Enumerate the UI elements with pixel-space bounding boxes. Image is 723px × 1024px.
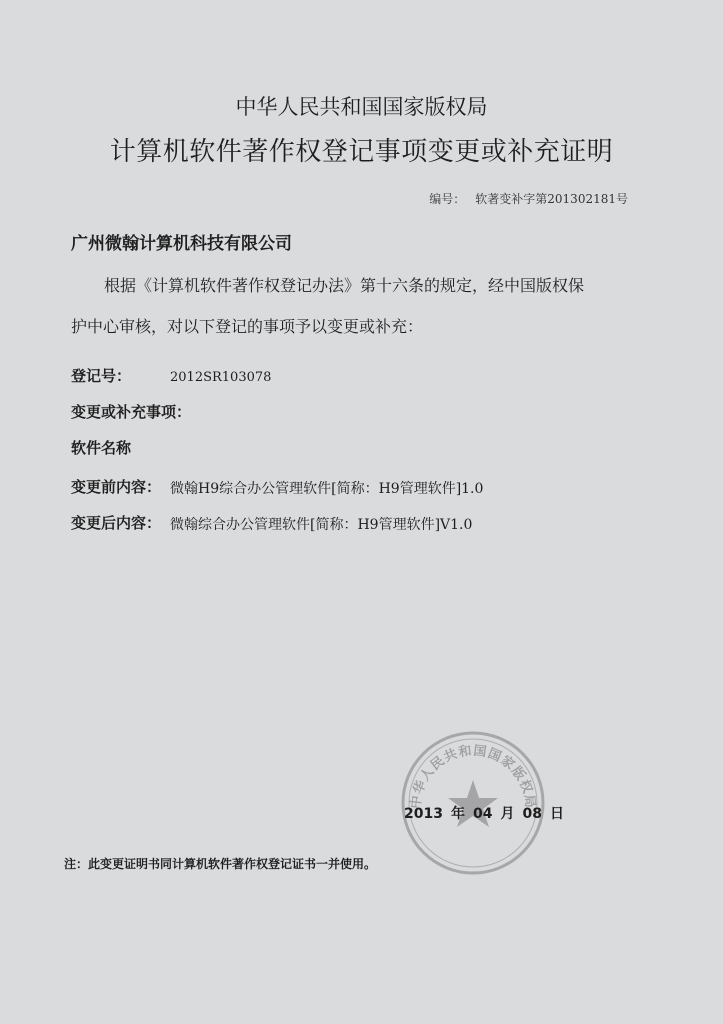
official-seal (398, 728, 548, 878)
certificate-number-value: 软著变补字第201302181号 (475, 192, 628, 206)
registration-number-value: 2012SR103078 (170, 370, 272, 385)
before-content-value: 微翰H9综合办公管理软件[简称：H9管理软件]1.0 (170, 481, 484, 497)
date-day-unit: 日 (549, 806, 564, 822)
body-paragraph-line-1: 根据《计算机软件著作权登记办法》第十六条的规定，经中国版权保 (104, 276, 585, 295)
issuing-agency: 中华人民共和国国家版权局 (235, 95, 488, 119)
after-content-label: 变更后内容： (71, 514, 162, 532)
body-paragraph-line-2: 护中心审核，对以下登记的事项予以变更或补充： (71, 317, 424, 336)
issue-date (404, 807, 572, 821)
date-day: 08 (522, 806, 542, 822)
certificate-number (429, 193, 628, 205)
document-title: 计算机软件著作权登记事项变更或补充证明 (109, 137, 614, 167)
footer-note: 注：此变更证明书同计算机软件著作权登记证书一并使用。 (64, 857, 377, 871)
date-month: 04 (472, 806, 493, 822)
change-items-label: 变更或补充事项： (71, 403, 192, 421)
after-content-value: 微翰综合办公管理软件[简称：H9管理软件]V1.0 (170, 517, 473, 533)
software-name-label: 软件名称 (71, 439, 132, 457)
seal-text: 中华人民共和国国家版权局 (408, 743, 538, 810)
registration-number-label: 登记号： (71, 367, 132, 385)
certificate-number-label: 编号： (429, 192, 466, 206)
date-year: 2013 (404, 806, 443, 822)
date-year-unit: 年 (450, 806, 465, 822)
company-name: 广州微翰计算机科技有限公司 (71, 234, 292, 254)
date-month-unit: 月 (500, 806, 515, 822)
before-content-label: 变更前内容： (71, 478, 162, 496)
